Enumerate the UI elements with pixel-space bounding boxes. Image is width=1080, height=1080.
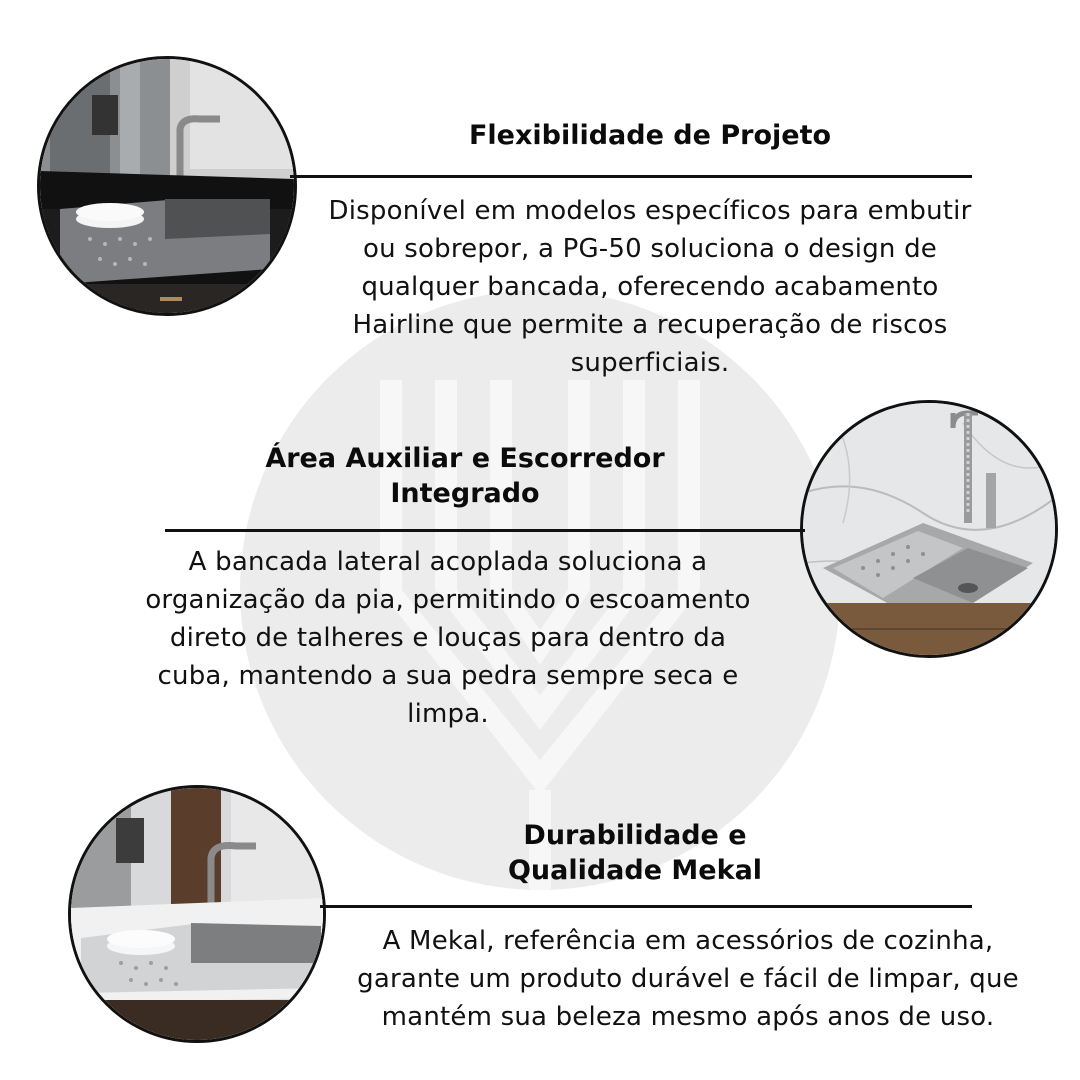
body-line: organização da pia, permitindo o escoamento	[145, 585, 751, 615]
body-line: limpa.	[407, 699, 489, 729]
section-title	[385, 818, 885, 888]
section-body	[78, 543, 818, 733]
section-title	[400, 118, 900, 153]
section-title	[215, 441, 715, 511]
title-line: Área Auxiliar e Escorredor	[265, 443, 665, 474]
section-body	[270, 192, 1030, 382]
body-line: A bancada lateral acoplada soluciona a	[188, 547, 708, 577]
title-line: Integrado	[390, 478, 540, 509]
title-line: Durabilidade e	[523, 820, 747, 851]
section-divider	[165, 529, 805, 532]
section-divider	[290, 175, 972, 178]
white-countertop-sink-photo	[68, 785, 326, 1043]
body-line: garante um produto durável e fácil de limpar, que	[357, 964, 1019, 994]
title-line: Flexibilidade de Projeto	[468, 120, 832, 151]
marble-countertop-sink-photo	[800, 400, 1058, 658]
body-line: A Mekal, referência em acessórios de cozinha,	[382, 926, 994, 956]
section-body	[316, 922, 1060, 1036]
body-line: superficiais.	[570, 348, 730, 378]
body-line: Hairline que permite a recuperação de riscos	[352, 310, 948, 340]
body-line: qualquer bancada, oferecendo acabamento	[361, 272, 939, 302]
body-line: direto de talheres e louças para dentro da	[169, 623, 727, 653]
body-line: mantém sua beleza mesmo após anos de uso.	[381, 1002, 995, 1032]
title-line: Qualidade Mekal	[507, 855, 763, 886]
body-line: cuba, mantendo a sua pedra sempre seca e	[157, 661, 739, 691]
dark-countertop-sink-photo	[37, 56, 297, 316]
body-line: Disponível em modelos específicos para embutir	[328, 196, 972, 226]
section-divider	[320, 905, 972, 908]
body-line: ou sobrepor, a PG-50 soluciona o design de	[363, 234, 937, 264]
